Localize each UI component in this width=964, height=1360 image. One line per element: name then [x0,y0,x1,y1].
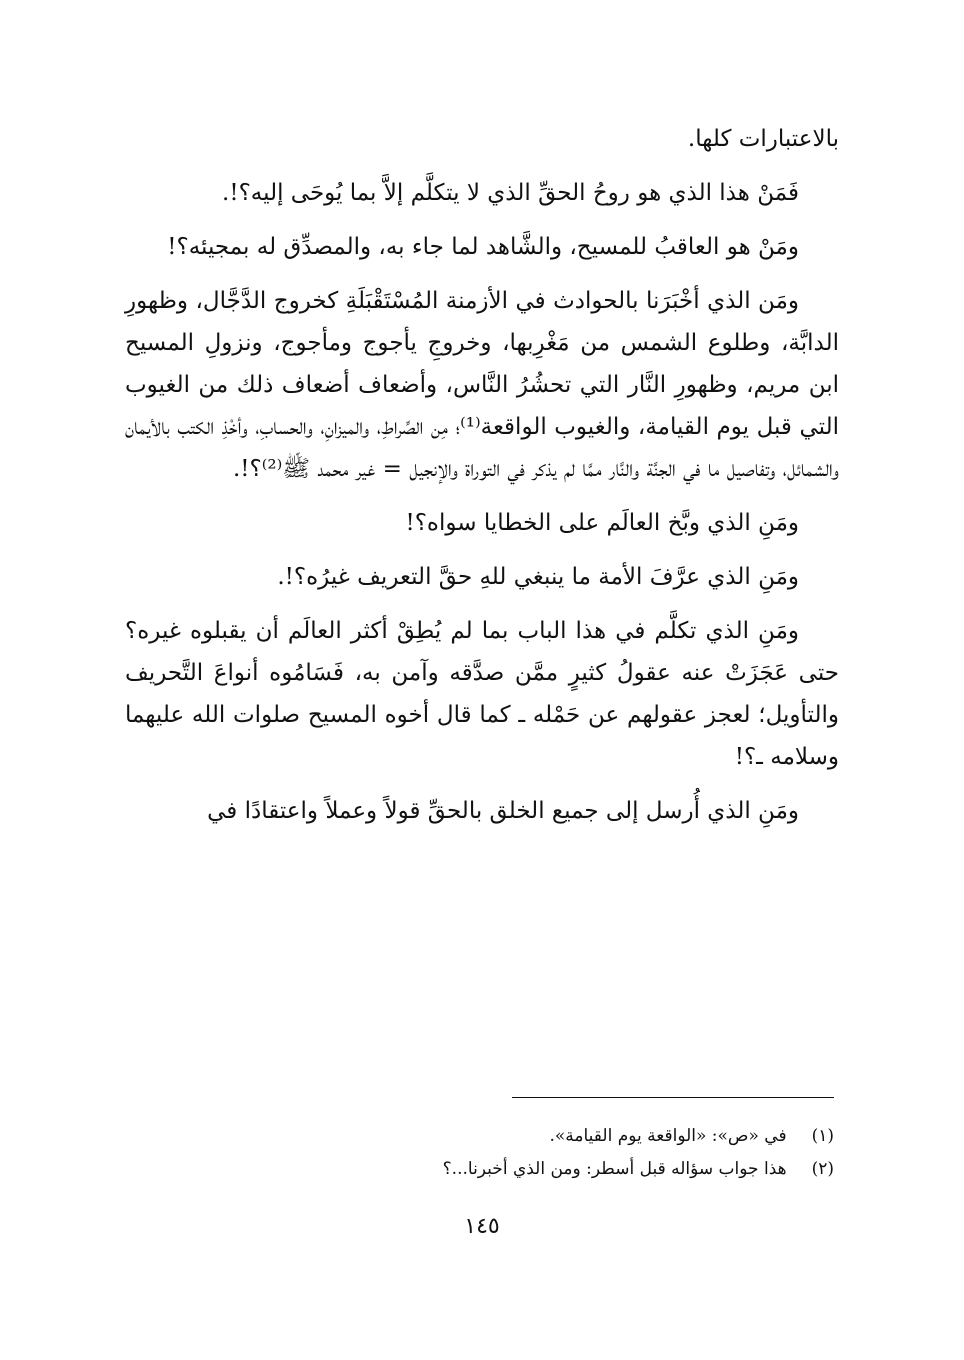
page-number: ١٤٥ [464,1214,500,1239]
footnote-number: (١) [811,1126,834,1146]
paragraph-6: ومَنِ الذي عرَّفَ الأمة ما ينبغي للهِ حقَّ التعريف غيرُه؟!. [277,564,799,590]
footnotes [125,1120,834,1186]
paragraph-2: فَمَنْ هذا الذي هو روحُ الحقِّ الذي لا يتكلَّم إلاَّ بما يُوحَى إليه؟!. [222,180,799,206]
footnote-number: (٢) [811,1159,834,1179]
footnote-text: في «ص»: «الواقعة يوم القيامة». [549,1126,787,1146]
footnote-text: هذا جواب سؤاله قبل أسطر: ومن الذي أخبرنا...؟ [442,1159,787,1179]
footnote-1 [125,1120,834,1153]
footnote-divider [512,1097,834,1098]
footnote-2 [125,1153,834,1186]
paragraph-7: ومَنِ الذي تكلَّم في هذا الباب بما لم يُطِقْ أكثر العالَم أن يقبلوه غيره؟ حتى عَجَزَتْ عنه عقولُ كثيرٍ ممَّن صدَّقه وآمن به، فَسَامُوه أنواعَ التَّحريف والتأويل؛ لعجز عقولهم عن حَمْله ـ كما قال أخوه المسيح صلوات الله عليهما وسلامه ـ؟! [125,618,839,770]
paragraph-3: ومَنْ هو العاقبُ للمسيح، والشَّاهد لما جاء به، والمصدِّق له بمجيئه؟! [167,234,799,260]
paragraph-4: ومَن الذي أخْبَرَنا بالحوادث في الأزمنة المُسْتَقْبَلَةِ كخروج الدَّجَّال، وظهورِ الدابَّة، وطلوع الشمس من مَغْرِبها، وخروجِ يأجوج ومأجوج، ونزولِ المسيح ابن مريم، وظهورِ النَّار التي تحشُرُ النَّاس، وأضعاف أضعاف ذلك من الغيوب التي قبل يوم القيامة، والغيوب الواقعة⁽¹⁾؛ مِن الصِّراطِ، والميزانِ، والحسابِ، وأخْذِ الكتب بالأيمان والشمائل، وتفاصيل ما في الجنَّة والنَّار ممَّا لم يذكر في التوراة والإنجيل = غير محمد ﷺ⁽²⁾؟!. [125,288,839,482]
paragraph-8: ومَنِ الذي أُرسل إلى جميع الخلق بالحقِّ قولاً وعملاً واعتقادًا في [207,798,799,824]
main-text [125,118,839,844]
paragraph-5: ومَنِ الذي وبَّخ العالَم على الخطايا سواه؟! [405,510,799,536]
paragraph-1: بالاعتبارات كلها. [687,126,839,152]
